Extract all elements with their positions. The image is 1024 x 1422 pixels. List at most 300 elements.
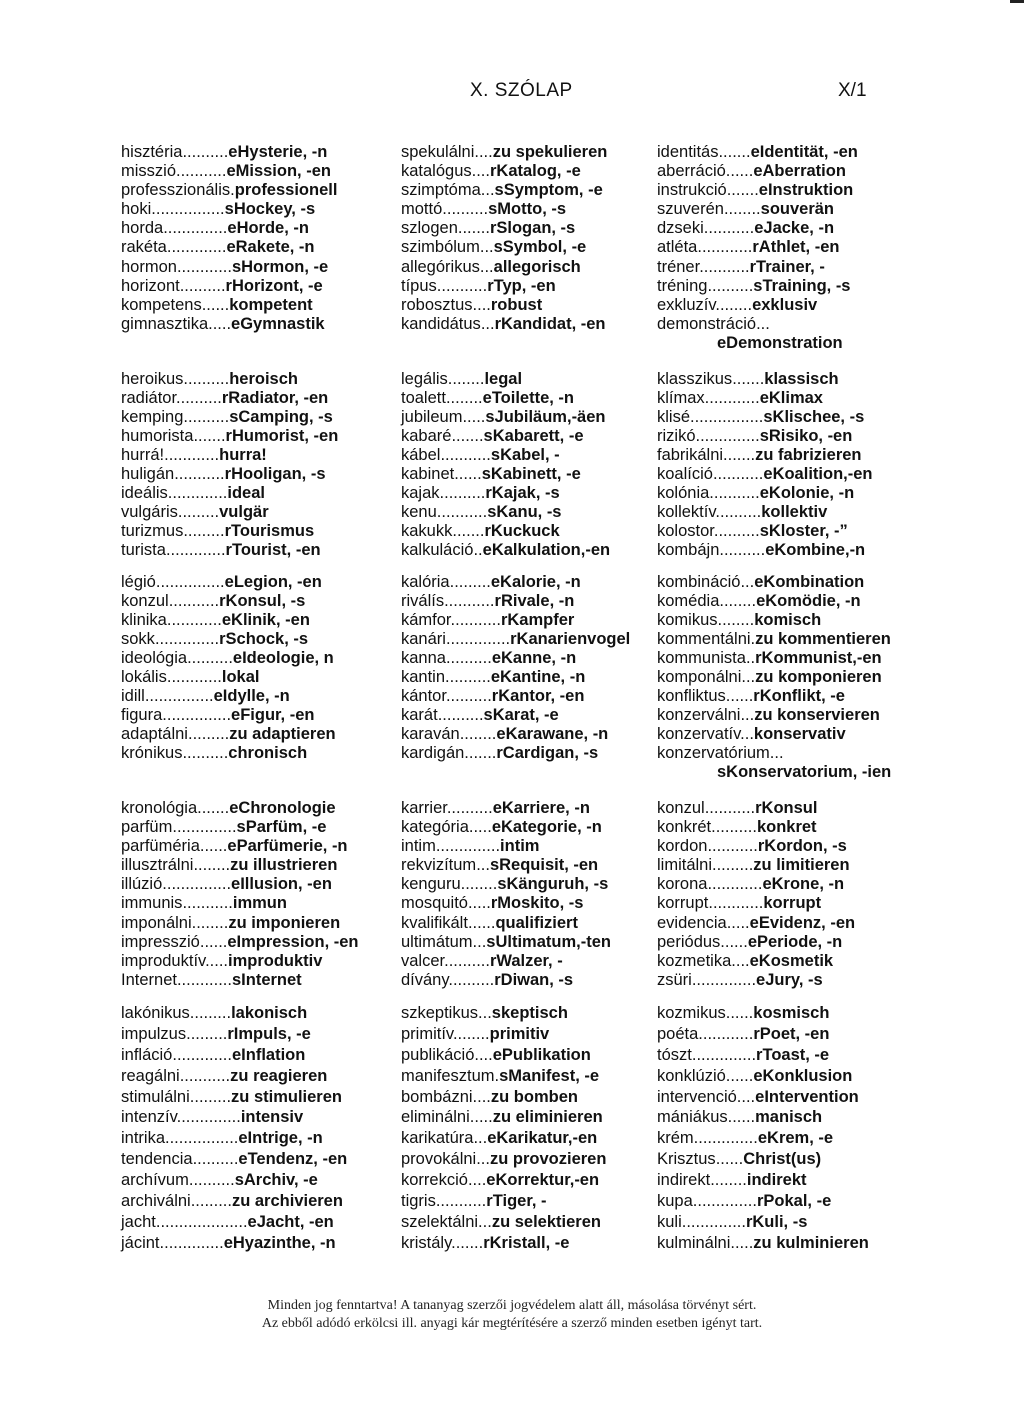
leader-dots: ....... xyxy=(723,446,756,464)
leader-dots: ........ xyxy=(452,1024,490,1043)
german-translation: rTiger, - xyxy=(486,1192,547,1211)
german-translation: zu archivieren xyxy=(231,1192,343,1211)
hungarian-word: szkeptikus xyxy=(401,1004,479,1022)
german-translation: zu limitieren xyxy=(753,856,850,875)
leader-dots: ...... xyxy=(725,1004,754,1022)
vocabulary-entry xyxy=(121,837,359,856)
vocabulary-entry xyxy=(657,1003,869,1024)
german-translation: rKajak, -s xyxy=(485,484,560,502)
german-translation: zu reagieren xyxy=(230,1066,328,1085)
vocabulary-entry xyxy=(121,725,336,744)
leader-dots: ..... xyxy=(730,1233,754,1252)
vocabulary-entry xyxy=(657,611,891,630)
word-column xyxy=(121,799,359,990)
hungarian-word: identitás xyxy=(657,143,719,161)
german-translation: souverän xyxy=(760,200,835,219)
vocabulary-entry xyxy=(657,1024,869,1045)
word-column xyxy=(657,370,872,560)
vocabulary-entry xyxy=(401,706,630,725)
copyright-line-2: Az ebből adódó erkölcsi ill. anyagi kár megtérítésére a szerző minden esetben igényt tart. xyxy=(261,1316,763,1331)
vocabulary-entry xyxy=(121,818,359,837)
german-translation: kompetent xyxy=(229,295,313,314)
vocabulary-entry xyxy=(657,706,891,725)
hungarian-word: ideológia xyxy=(121,649,188,667)
vocabulary-entry xyxy=(121,1045,347,1066)
hungarian-word: turista xyxy=(121,541,166,559)
german-translation: rKonsul, -s xyxy=(219,592,306,610)
hungarian-word: impresszió xyxy=(121,932,200,951)
hungarian-word: kalkuláció xyxy=(401,541,474,559)
leader-dots: ............ xyxy=(176,257,232,276)
vocabulary-entry xyxy=(657,238,858,257)
german-translation: eToilette, -n xyxy=(482,389,575,407)
leader-dots: .............. xyxy=(159,1233,224,1252)
hungarian-word: kulminálni xyxy=(657,1233,731,1252)
copyright-footer xyxy=(0,1297,1024,1333)
german-translation: rImpuls, -e xyxy=(227,1024,311,1043)
leader-dots: ........... xyxy=(436,276,488,295)
hungarian-word: kabaré xyxy=(401,427,452,445)
hungarian-word: limitálni xyxy=(657,856,713,875)
leader-dots: .............. xyxy=(435,837,501,856)
leader-dots: ......... xyxy=(712,856,754,875)
leader-dots: ........... xyxy=(707,837,758,856)
leader-dots: ..... xyxy=(462,408,486,426)
vocabulary-entry xyxy=(401,181,607,200)
leader-dots: ... xyxy=(476,1150,490,1169)
vocabulary-entry xyxy=(121,1191,347,1212)
hungarian-word: kolostor xyxy=(657,522,714,540)
hungarian-word: kvalifikált xyxy=(401,913,468,932)
leader-dots: ............ xyxy=(697,238,753,257)
german-translation: eKalorie, -n xyxy=(490,573,581,591)
vocabulary-entry xyxy=(657,630,891,649)
hungarian-word: tréning xyxy=(657,276,708,295)
hungarian-word: hormon xyxy=(121,257,177,276)
hungarian-word: légió xyxy=(121,573,156,591)
german-translation: eKombine,-n xyxy=(765,541,866,559)
german-translation: sKarat, -e xyxy=(483,706,559,724)
hungarian-word: kristály xyxy=(401,1233,452,1252)
vocabulary-entry xyxy=(121,200,337,219)
vocabulary-entry xyxy=(401,875,611,894)
vocabulary-entry xyxy=(121,427,338,446)
german-translation: rToast, -e xyxy=(756,1045,830,1064)
german-translation: eIdylle, -n xyxy=(213,687,290,705)
hungarian-word: jacht xyxy=(121,1212,156,1231)
vocabulary-entry xyxy=(657,484,872,503)
leader-dots: ................ xyxy=(151,200,225,219)
hungarian-word: huligán xyxy=(121,465,175,483)
hungarian-word: kanári xyxy=(401,630,446,648)
german-translation: eJury, -s xyxy=(756,970,823,989)
vocabulary-entry xyxy=(401,277,607,296)
vocabulary-entry xyxy=(401,668,630,687)
hungarian-word: kozmetika xyxy=(657,951,732,970)
vocabulary-entry xyxy=(121,952,359,971)
german-translation: sKloster, -” xyxy=(759,522,848,540)
vocabulary-entry xyxy=(401,818,611,837)
vocabulary-entry xyxy=(121,971,359,990)
vocabulary-entry xyxy=(401,408,610,427)
hungarian-word: archiválni xyxy=(121,1192,191,1211)
vocabulary-entry xyxy=(657,408,872,427)
german-translation: eKalkulation,-en xyxy=(482,541,611,559)
german-translation: Christ(us) xyxy=(743,1150,822,1169)
word-column xyxy=(121,143,337,334)
german-translation: sSymptom, -e xyxy=(494,181,603,200)
german-translation: eKarawane, -n xyxy=(496,725,609,743)
hungarian-word: parfüm xyxy=(121,818,173,837)
german-translation: rTrainer, - xyxy=(749,257,825,276)
hungarian-word: karaván xyxy=(401,725,460,743)
page-number: X/1 xyxy=(838,80,867,101)
leader-dots: ........... xyxy=(179,1066,231,1085)
vocabulary-entry xyxy=(121,1066,347,1087)
german-translation: rKuckuck xyxy=(484,522,560,540)
german-translation: rTourismus xyxy=(224,522,315,540)
hungarian-word: kollektív xyxy=(657,503,716,521)
leader-dots: ................ xyxy=(165,1129,239,1148)
vocabulary-entry xyxy=(401,541,610,560)
leader-dots: ... xyxy=(478,1004,492,1022)
german-translation: eKombination xyxy=(754,573,865,591)
german-translation: rSlogan, -s xyxy=(489,219,576,238)
vocabulary-entry xyxy=(401,143,607,162)
german-translation: sInternet xyxy=(231,970,302,989)
vocabulary-entry xyxy=(121,408,338,427)
vocabulary-entry xyxy=(657,856,855,875)
vocabulary-entry xyxy=(401,687,630,706)
word-column xyxy=(657,143,858,353)
leader-dots: .......... xyxy=(713,522,760,540)
vocabulary-entry xyxy=(121,1233,347,1254)
hungarian-word: kenu xyxy=(401,503,437,521)
hungarian-word: karát xyxy=(401,706,438,724)
vocabulary-entry xyxy=(121,687,336,706)
hungarian-word: figura xyxy=(121,706,163,724)
leader-dots: ............. xyxy=(166,238,227,257)
leader-dots: .... xyxy=(736,1087,756,1106)
german-translation: rKuli, -s xyxy=(745,1212,808,1231)
german-translation: kosmisch xyxy=(753,1004,830,1022)
hungarian-word: infláció xyxy=(121,1045,173,1064)
vocabulary-entry xyxy=(121,143,337,162)
word-column xyxy=(121,573,336,763)
leader-dots: .... xyxy=(472,295,491,314)
leader-dots: ....... xyxy=(193,427,226,445)
leader-dots: .............. xyxy=(692,1192,757,1211)
leader-dots: ........ xyxy=(723,200,761,219)
leader-dots: .... xyxy=(467,1171,487,1190)
hungarian-word: humorista xyxy=(121,427,194,445)
hungarian-word: konfliktus xyxy=(657,687,726,705)
vocabulary-entry xyxy=(401,1128,606,1149)
leader-dots: ..... xyxy=(726,913,750,932)
hungarian-word: komédia xyxy=(657,592,720,610)
hungarian-word: klinika xyxy=(121,611,167,629)
german-translation: vulgär xyxy=(219,503,269,521)
german-translation: allegorisch xyxy=(493,257,581,276)
vocabulary-entry xyxy=(401,952,611,971)
german-translation: ePeriode, -n xyxy=(747,932,843,951)
vocabulary-entry xyxy=(121,630,336,649)
hungarian-word: komponálni xyxy=(657,668,742,686)
vocabulary-entry xyxy=(401,238,607,257)
german-translation: eEvidenz, -en xyxy=(749,913,856,932)
hungarian-word: kardigán xyxy=(401,744,465,762)
german-translation: skeptisch xyxy=(491,1004,568,1022)
leader-dots: ...... xyxy=(199,932,228,951)
hungarian-word: korrekció xyxy=(401,1171,468,1190)
hungarian-word: bombázni xyxy=(401,1087,473,1106)
hungarian-word: konzervatív xyxy=(657,725,741,743)
leader-dots: ......... xyxy=(177,503,220,521)
german-translation: rKonsul xyxy=(755,799,818,817)
leader-dots: ... xyxy=(769,744,784,762)
hungarian-word: lokális xyxy=(121,668,167,686)
hungarian-word: tréner xyxy=(657,257,700,276)
german-translation: eKorrektur,-en xyxy=(486,1171,600,1190)
hungarian-word: tigris xyxy=(401,1192,436,1211)
vocabulary-entry xyxy=(401,744,630,763)
vocabulary-entry xyxy=(401,933,611,952)
leader-dots: .......... xyxy=(183,370,230,388)
vocabulary-entry xyxy=(121,503,338,522)
hungarian-word: szelektálni xyxy=(401,1212,479,1231)
german-translation: zu provozieren xyxy=(489,1150,607,1169)
vocabulary-entry xyxy=(401,389,610,408)
vocabulary-entry xyxy=(121,799,359,818)
german-translation: eKarriere, -n xyxy=(492,799,590,817)
leader-dots: ............. xyxy=(165,541,226,559)
hungarian-word: kombináció xyxy=(657,573,741,591)
german-translation: eDemonstration xyxy=(717,333,843,352)
leader-dots: .......... xyxy=(188,1171,235,1190)
vocabulary-entry xyxy=(121,1149,347,1170)
vocabulary-entry xyxy=(657,914,855,933)
vocabulary-entry xyxy=(121,573,336,592)
hungarian-word: hisztéria xyxy=(121,143,183,161)
vocabulary-entry xyxy=(657,334,858,353)
vocabulary-entry xyxy=(121,1003,347,1024)
vocabulary-entry xyxy=(657,837,855,856)
leader-dots: .......... xyxy=(445,687,492,705)
german-translation: sKanu, -s xyxy=(487,503,562,521)
leader-dots: ......... xyxy=(190,1192,232,1211)
leader-dots: ....... xyxy=(464,744,497,762)
leader-dots: .... xyxy=(731,951,750,970)
hungarian-word: immunis xyxy=(121,894,183,913)
german-translation: eJacht, -en xyxy=(247,1212,334,1231)
hungarian-word: szimptóma xyxy=(401,181,481,200)
hungarian-word: klímax xyxy=(657,389,705,407)
leader-dots: ............... xyxy=(162,706,232,724)
leader-dots: ........... xyxy=(699,257,750,276)
leader-dots: .... xyxy=(471,162,490,181)
hungarian-word: ideális xyxy=(121,484,168,502)
hungarian-word: heroikus xyxy=(121,370,184,388)
hungarian-word: kajak xyxy=(401,484,440,502)
german-translation: rDiwan, -s xyxy=(494,970,574,989)
vocabulary-entry xyxy=(657,1170,869,1191)
vocabulary-entry xyxy=(657,818,855,837)
leader-dots: ........... xyxy=(709,484,760,502)
vocabulary-entry xyxy=(401,296,607,315)
leader-dots: ........... xyxy=(436,503,488,521)
german-translation: rKantor, -en xyxy=(491,687,585,705)
hungarian-word: eliminálni xyxy=(401,1108,470,1127)
hungarian-word: legális xyxy=(401,370,448,388)
vocabulary-entry xyxy=(657,296,858,315)
leader-dots: .......... xyxy=(179,276,226,295)
vocabulary-entry xyxy=(401,856,611,875)
leader-dots: ........... xyxy=(450,611,501,629)
vocabulary-entry xyxy=(121,296,337,315)
leader-dots: .......... xyxy=(192,1150,239,1169)
leader-dots: ...... xyxy=(720,932,748,951)
german-translation: zu konservieren xyxy=(754,706,880,724)
german-translation: rKampfer xyxy=(500,611,575,629)
hungarian-word: impulzus xyxy=(121,1024,187,1043)
vocabulary-entry xyxy=(657,1066,869,1087)
copyright-line-1: Minden jog fenntartva! A tananyag szerzői jogvédelem alatt áll, másolása törvényt sért. xyxy=(267,1298,757,1313)
vocabulary-entry xyxy=(657,875,855,894)
hungarian-word: konzervatórium xyxy=(657,744,770,762)
german-translation: zu kommentieren xyxy=(755,630,891,648)
hungarian-word: illusztrálni xyxy=(121,856,194,875)
leader-dots: ..... xyxy=(468,818,492,837)
german-translation: zu imponieren xyxy=(228,913,341,932)
german-translation: sManifest, -e xyxy=(499,1066,600,1085)
german-translation: eIntervention xyxy=(755,1087,859,1106)
german-translation: rMoskito, -s xyxy=(490,894,584,913)
german-translation: primitiv xyxy=(489,1024,550,1043)
leader-dots: ........ xyxy=(459,725,497,743)
hungarian-word: kupa xyxy=(657,1192,693,1211)
hungarian-word: komikus xyxy=(657,611,718,629)
hungarian-word: reagálni xyxy=(121,1066,180,1085)
leader-dots: .......... xyxy=(437,706,484,724)
german-translation: intensiv xyxy=(240,1108,304,1127)
german-translation: rKristall, -e xyxy=(483,1233,570,1252)
german-translation: zu komponieren xyxy=(755,668,882,686)
hungarian-word: kommunista.. xyxy=(657,649,756,667)
hungarian-word: kronológia xyxy=(121,799,198,817)
word-column xyxy=(401,1003,606,1254)
german-translation: improduktiv xyxy=(227,951,323,970)
german-translation: zu illustrieren xyxy=(230,856,338,875)
hungarian-word: kolónia xyxy=(657,484,710,502)
leader-dots: ....... xyxy=(197,799,230,817)
leader-dots: ......... xyxy=(186,1024,228,1043)
leader-dots: ........ xyxy=(710,1171,747,1190)
vocabulary-entry xyxy=(401,446,610,465)
hungarian-word: jubileum xyxy=(401,408,463,426)
leader-dots: .... xyxy=(472,1087,491,1106)
vocabulary-entry xyxy=(657,649,891,668)
german-translation: eIllusion, -en xyxy=(231,875,332,894)
vocabulary-entry xyxy=(121,219,337,238)
leader-dots: ...... xyxy=(467,913,496,932)
leader-dots: ...... xyxy=(725,687,754,705)
hungarian-word: hoki xyxy=(121,200,152,219)
hungarian-word: misszió xyxy=(121,162,177,181)
leader-dots: ......... xyxy=(183,522,225,540)
hungarian-word: kommentálni. xyxy=(657,630,756,648)
vocabulary-entry xyxy=(121,894,359,913)
vocabulary-entry xyxy=(657,1233,869,1254)
leader-dots: .............. xyxy=(691,1045,757,1064)
page-title: X. SZÓLAP xyxy=(470,80,573,101)
german-translation: konkret xyxy=(756,818,817,837)
german-translation: zu fabrizieren xyxy=(755,446,862,464)
word-column xyxy=(401,370,610,560)
german-translation: eIdentität, -en xyxy=(750,143,858,161)
hungarian-word: instrukció xyxy=(657,181,727,200)
leader-dots: .......... xyxy=(439,484,486,502)
leader-dots: .... xyxy=(474,143,493,161)
hungarian-word: spekulálni xyxy=(401,143,475,161)
hungarian-word: archívum xyxy=(121,1171,189,1190)
vocabulary-entry xyxy=(121,668,336,687)
german-translation: ideal xyxy=(227,484,265,502)
hungarian-word: publikáció xyxy=(401,1045,475,1064)
page-header xyxy=(0,80,1024,110)
german-translation: sKabinett, -e xyxy=(481,465,581,483)
vocabulary-entry xyxy=(657,541,872,560)
leader-dots: ........ xyxy=(715,295,753,314)
leader-dots: ............ xyxy=(166,611,222,629)
leader-dots: .......... xyxy=(182,143,229,161)
vocabulary-entry xyxy=(401,1233,606,1254)
german-translation: lakonisch xyxy=(231,1004,308,1022)
hungarian-word: primitív xyxy=(401,1024,453,1043)
german-translation: sMotto, -s xyxy=(488,200,567,219)
leader-dots: .......... xyxy=(445,649,492,667)
hungarian-word: manifesztum. xyxy=(401,1066,500,1085)
vocabulary-entry xyxy=(121,258,337,277)
vocabulary-entry xyxy=(657,894,855,913)
vocabulary-entry xyxy=(401,725,630,744)
leader-dots: ............... xyxy=(144,687,214,705)
hungarian-word: kanna xyxy=(401,649,446,667)
vocabulary-entry xyxy=(401,649,630,668)
vocabulary-entry xyxy=(657,744,891,763)
vocabulary-entry xyxy=(401,1024,606,1045)
german-translation: eHorde, -n xyxy=(227,219,309,238)
vocabulary-entry xyxy=(657,668,891,687)
german-translation: sHormon, -e xyxy=(231,257,329,276)
leader-dots: ........... xyxy=(704,799,756,817)
hungarian-word: vulgáris xyxy=(121,503,178,521)
vocabulary-entry xyxy=(657,1212,869,1233)
hungarian-word: kozmikus xyxy=(657,1004,726,1022)
leader-dots: ......... xyxy=(187,725,230,743)
vocabulary-entry xyxy=(657,1045,869,1066)
leader-dots: ..... xyxy=(467,894,491,913)
vocabulary-entry xyxy=(657,277,858,296)
german-translation: eKosmetik xyxy=(749,951,834,970)
leader-dots: ...... xyxy=(727,1108,756,1127)
leader-dots: ... xyxy=(480,314,495,333)
vocabulary-entry xyxy=(657,446,872,465)
leader-dots: ....... xyxy=(451,427,484,445)
leader-dots: .............. xyxy=(681,1212,746,1231)
leader-dots: ........... xyxy=(435,1192,487,1211)
german-translation: lokal xyxy=(221,668,260,686)
leader-dots: ........ xyxy=(460,875,498,894)
